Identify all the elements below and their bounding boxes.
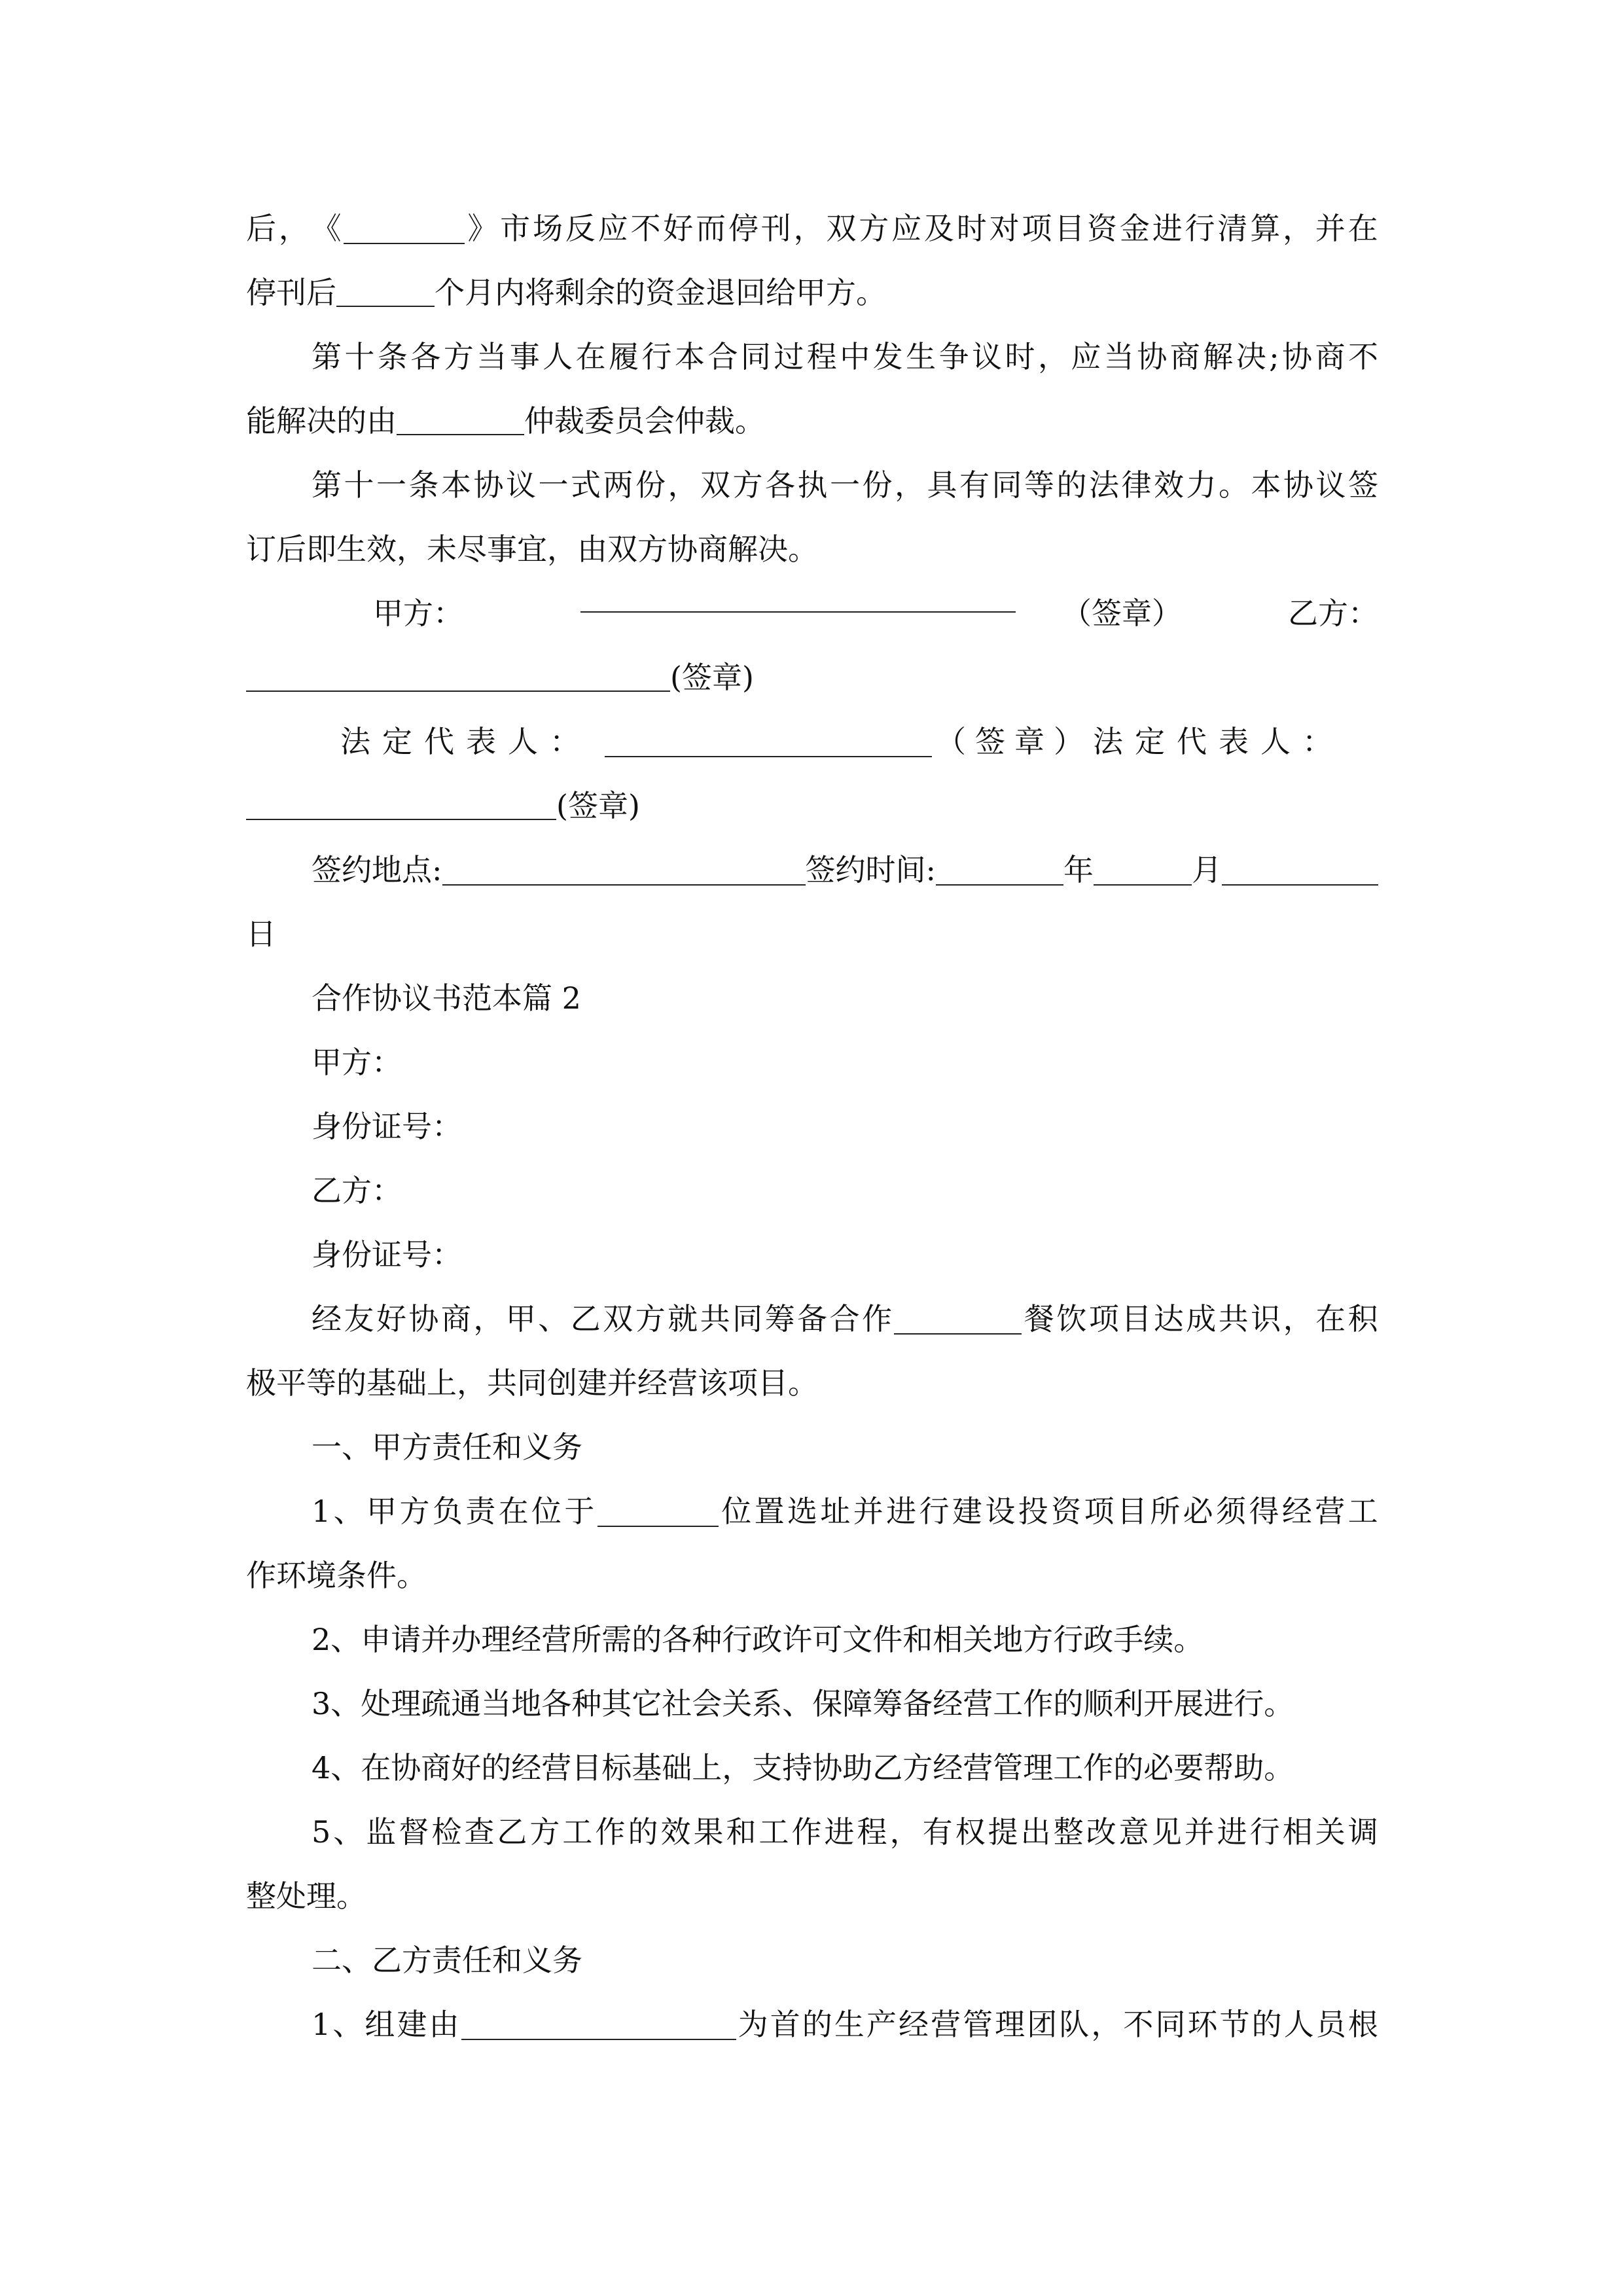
rep-a-seal-label: （签章）	[936, 724, 1093, 759]
signature-row-party-a	[373, 581, 1378, 645]
party-b-seal-label: (签章)	[670, 660, 754, 695]
text-line: 经 友 好 协 商 ， 甲 、 乙 双 方 就 共 同 筹 备 合 作 餐 饮 项 目 达 成 共 识 ， 在 积	[312, 1301, 1378, 1336]
party-a-label	[373, 581, 507, 645]
text-line	[246, 1864, 1378, 1928]
rep-b-seal-label: (签章)	[556, 788, 640, 823]
month-label: 月	[1192, 852, 1222, 888]
line-text: 3、处理疏通当地各种其它社会关系、保障筹备经营工作的顺利开展进行。	[312, 1686, 1294, 1721]
text-line	[246, 389, 1378, 453]
rep-b-label: 法定代表人：	[1093, 724, 1344, 759]
line-text: 身份证号：	[312, 1237, 462, 1272]
line-text: 仲裁委员会仲裁。	[524, 403, 765, 439]
line-text: 能解决的由	[246, 403, 397, 439]
fill-in-blank	[597, 1496, 719, 1527]
signing-month-blank	[1094, 854, 1192, 886]
signing-place-time-row	[312, 838, 1378, 902]
text-line	[246, 517, 1378, 581]
signing-year-blank	[936, 854, 1063, 886]
signing-day-row	[246, 902, 1378, 966]
text-line: 5 、 监 督 检 查 乙 方 工 作 的 效 果 和 工 作 进 程 ， 有 权 提 出 整 改 意 见 并 进 行 相 关 调	[312, 1814, 1378, 1850]
line-text: 二、乙方责任和义务	[312, 1943, 582, 1978]
text-line	[312, 1415, 1378, 1479]
party-a-signature-blank	[580, 581, 1016, 613]
line-text: 2、申请并办理经营所需的各种行政许可文件和相关地方行政手续。	[312, 1622, 1204, 1657]
text-line	[312, 1928, 1378, 1992]
line-text: 一、甲方责任和义务	[312, 1429, 582, 1465]
fill-in-blank	[397, 404, 524, 435]
signature-row-rep-b	[246, 774, 1378, 838]
line-text: 极平等的基础上，共同创建并经营该项目。	[246, 1365, 818, 1401]
party-a-seal-label: （签章）	[1061, 596, 1182, 631]
signing-day-blank	[1222, 854, 1378, 886]
day-label: 日	[246, 916, 276, 952]
year-label: 年	[1063, 852, 1094, 888]
line-text: 订后即生效，未尽事宜，由双方协商解决。	[246, 531, 818, 567]
party-b-signature-blank	[246, 660, 670, 692]
text-line	[312, 1094, 1378, 1158]
line-text: 整处理。	[246, 1878, 366, 1914]
text-line: 后 ， 《 》 市 场 反 应 不 好 而 停 刊 ， 双 方 应 及 时 对 项 目 资 金 进 行 清 算 ， 并 在	[246, 211, 1378, 246]
text-line: 1 、 组 建 由 为 首 的 生 产 经 营 管 理 团 队 ， 不 同 环 节 的 人 员 根	[312, 2007, 1378, 2042]
line-text: 作环境条件。	[246, 1558, 427, 1593]
text-line	[246, 1543, 1378, 1607]
fill-in-blank	[336, 276, 435, 307]
signing-place-label: 签约地点:	[312, 852, 442, 888]
text-line	[246, 1351, 1378, 1415]
text-line: 第 十 一 条 本 协 议 一 式 两 份 ， 双 方 各 执 一 份 ， 具 有 同 等 的 法 律 效 力 。 本 协 议 签	[312, 467, 1378, 503]
text-line	[312, 1607, 1378, 1672]
signing-time-label: 签约时间:	[805, 852, 936, 888]
line-text: 个月内将剩余的资金退回给甲方。	[435, 275, 886, 310]
line-text: 停刊后	[246, 275, 336, 310]
line-text: 4、在协商好的经营目标基础上，支持协助乙方经营管理工作的必要帮助。	[312, 1750, 1294, 1785]
rep-a-label: 法定代表人：	[340, 724, 592, 759]
text-line	[312, 1736, 1378, 1800]
text-line: 第 十 条 各 方 当 事 人 在 履 行 本 合 同 过 程 中 发 生 争 议 时 ， 应 当 协 商 解 决 ; 协 商 不	[312, 339, 1378, 374]
text-line: 1 、 甲 方 负 责 在 位 于 位 置 选 址 并 进 行 建 设 投 资 项 目 所 必 须 得 经 营 工	[312, 1494, 1378, 1529]
rep-a-signature-blank	[605, 726, 932, 757]
signing-place-blank	[442, 854, 806, 886]
line-text: 合作协议书范本篇 2	[312, 980, 581, 1016]
signature-row-rep-a	[340, 709, 1378, 774]
party-b-label: 乙方：	[1288, 596, 1378, 631]
text-line	[312, 1672, 1378, 1736]
text-line	[312, 966, 1378, 1030]
line-text: 甲方：	[312, 1045, 402, 1080]
fill-in-blank	[894, 1303, 1022, 1335]
text-line	[312, 1030, 1378, 1094]
text-line	[246, 260, 1378, 325]
fill-in-blank	[461, 2009, 736, 2040]
text-line	[312, 1158, 1378, 1223]
party-a-label-text: 甲方：	[373, 596, 463, 631]
fill-in-blank	[344, 213, 465, 244]
line-text: 身份证号：	[312, 1109, 462, 1144]
line-text: 乙方：	[312, 1173, 402, 1208]
signature-row-party-b	[246, 645, 1378, 709]
rep-b-signature-blank	[246, 789, 556, 820]
text-line	[312, 1223, 1378, 1287]
